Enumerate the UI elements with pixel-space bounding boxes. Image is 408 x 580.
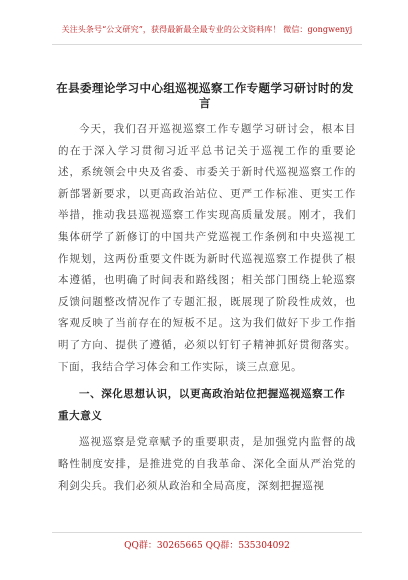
document-body [58,119,356,497]
document-title-line-2: 言 [199,96,211,110]
page-header [52,20,362,45]
document-title-line-1: 在县委理论学习中心组巡视巡察工作专题学习研讨时的发 [56,81,354,95]
section-heading-1: 一、深化思想认识，以更高政治站位把握巡视巡察工作重大意义 [58,388,346,422]
body-paragraph-section-1: 巡视巡察是党章赋予的重要职责，是加强党内监督的战略性制度安排，是推进党的自我革命、深化全面从严治党的利剑尖兵。我们必须从政治和全局高度，深刻把握巡视 [58,436,356,492]
page-footer [52,532,362,553]
footer-qq-groups: QQ群：30265665 QQ群：535304092 [124,541,290,551]
header-notice: 关注头条号“公文研究”，获得最新最全最专业的公文资料库！ 微信：gongwenyj [61,25,353,34]
body-paragraph-intro: 今天，我们召开巡视巡察工作专题学习研讨会，根本目的在于深入学习贯彻习近平总书记关于巡视工作的重要论述，系统领会中央及省委、市委关于新时代巡视巡察工作的新部署新要求，以更高政治站位、更严工作标准、更实工作举措，推动我县巡视巡察工作实现高质量发展。刚才，我们集体研学了新修订的中国共产党巡视工作条例和中央巡视工作规划，这两份重要文件既为新时代巡视巡察工作提供了根本遵循，也明确了时间表和路线图；相关部门围绕上轮巡察反馈问题整改情况作了专题汇报，既展现了阶段性成效，也客观反映了当前存在的短板不足。这为我们做好下步工作指明了方向、提供了遵循，必须以钉钉子精神抓好贯彻落实。下面，我结合学习体会和工作实际，谈三点意见。 [58,123,356,373]
